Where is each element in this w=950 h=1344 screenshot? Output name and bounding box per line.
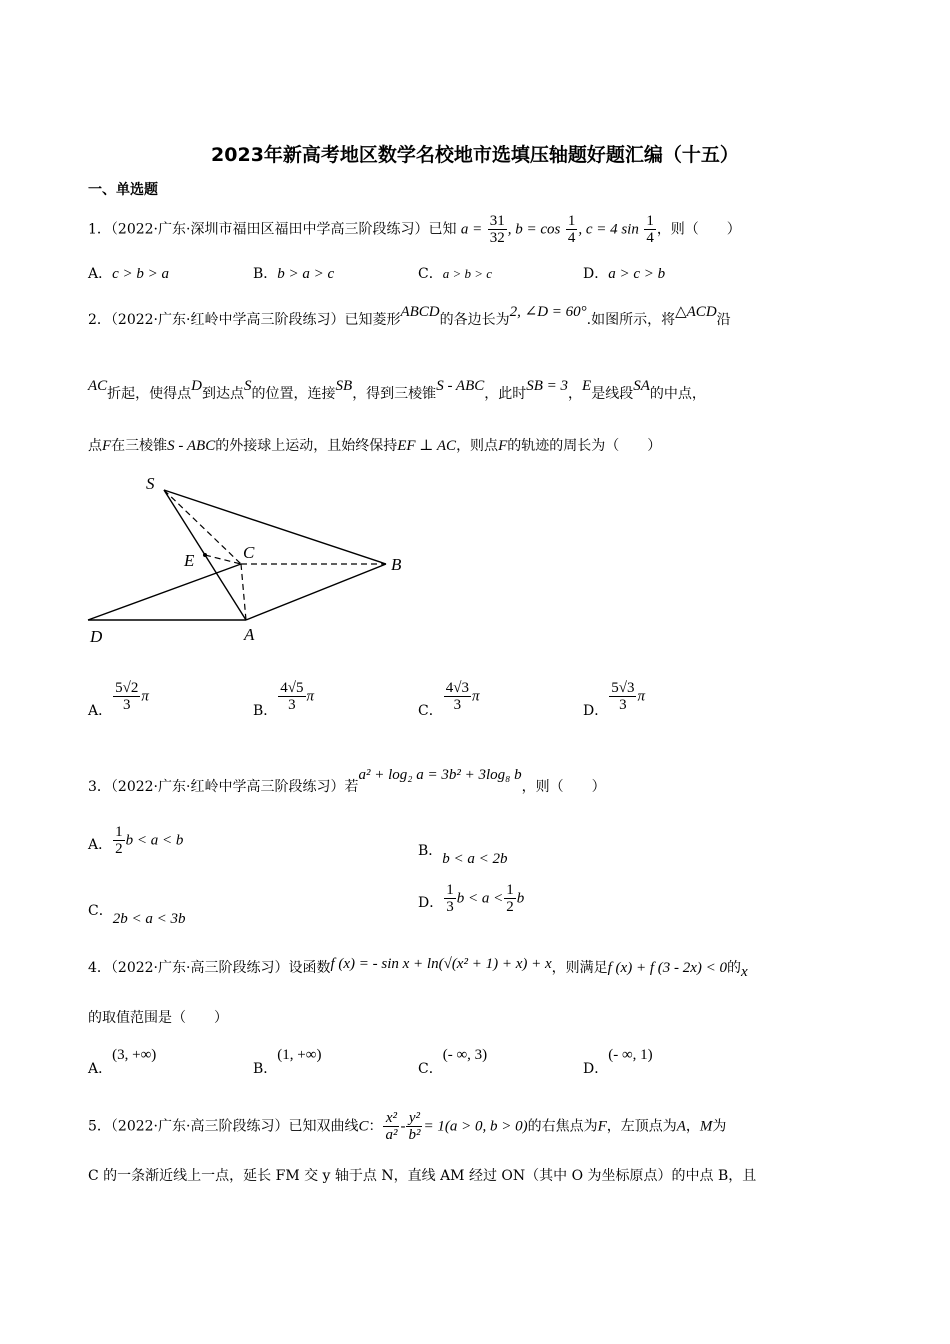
- q1-a-lhs: a =: [460, 221, 483, 238]
- question-5-line-1: 5．（2022·广东·高三阶段练习）已知双曲线C： $\frac{\text{x²}}{\text{a²}}$ - $\frac{\text{y²}}{\text{b²}}$ = 1(a > 0, b > 0)的右焦点为F，左顶点为A，M为: [88, 1110, 727, 1143]
- q4-option-a: A．(3, +∞): [88, 1047, 157, 1077]
- label-d: D: [90, 627, 103, 646]
- q4-option-d: D．(- ∞, 1): [583, 1047, 653, 1077]
- label-c: C: [243, 543, 255, 562]
- question-5-line-2: C 的一条渐近线上一点，延长 FM 交 y 轴于点 N，直线 AM 经过 ON（其中 O 为坐标原点）的中点 B，且: [88, 1168, 757, 1184]
- edge-sc: [164, 490, 241, 564]
- label-a: A: [244, 625, 255, 644]
- q1-c-fraction: $\frac{1}{4}$: [646, 213, 654, 246]
- edge-sb: [164, 490, 386, 564]
- edge-ab: [246, 564, 386, 620]
- q3-option-a: A． $\frac{1}{2}$ b < a < b: [88, 824, 184, 857]
- question-2-line-3: 点F在三棱锥S - ABC的外接球上运动，且始终保持EF ⊥ AC，则点F的轨迹的周长为（ ）: [88, 438, 662, 454]
- q2-option-a: A． $\frac{5√2}{3}$ π: [88, 680, 149, 719]
- q1-option-a: A．c > b > a: [88, 266, 170, 282]
- q4-option-b: B．(1, +∞): [253, 1047, 322, 1077]
- label-s: S: [146, 474, 155, 493]
- q1-option-b: B．b > a > c: [253, 266, 335, 282]
- label-e: E: [184, 551, 195, 570]
- q1-option-c: C．a > b > c: [418, 266, 493, 282]
- q4-option-c: C．(- ∞, 3): [418, 1047, 488, 1077]
- q3-option-b: B．b < a < 2b: [418, 843, 508, 867]
- q3-option-c: C．2b < a < 3b: [88, 903, 186, 927]
- question-2-line-1: 2．（2022·广东·红岭中学高三阶段练习）已知菱形ABCD的各边长为2, ∠D = 60°.如图所示，将△ACD沿: [88, 304, 731, 328]
- q1-source: （2022·广东·深圳市福田区福田中学高三阶段练习）已知: [110, 221, 457, 238]
- q1-b-lhs: , b = cos: [507, 221, 561, 238]
- q1-b-fraction: $\frac{1}{4}$: [567, 213, 576, 246]
- q2-option-c: C． $\frac{4√3}{3}$ π: [418, 680, 480, 719]
- question-3: 3．（2022·广东·红岭中学高三阶段练习）若a² + log₂ a = 3b² + 3log₈ b，则（ ）: [88, 767, 606, 795]
- edge-ca: [241, 564, 246, 620]
- q2-option-d: D． $\frac{5√3}{3}$ π: [583, 680, 645, 719]
- page-title: 2023年新高考地区数学名校地市选填压轴题好题汇编（十五）: [211, 144, 739, 166]
- section-heading: 一、单选题: [88, 182, 158, 198]
- question-2-line-2: AC折起，使得点D到达点S的位置，连接SB，得到三棱锥S - ABC，此时SB = 3，E是线段SA的中点，: [88, 378, 706, 402]
- edge-dc: [88, 564, 241, 620]
- tetrahedron-figure: [86, 470, 416, 650]
- q1-number: 1．: [88, 221, 111, 238]
- q3-option-d: D． $\frac{1}{3}$ b < a < $\frac{1}{2}$ b: [418, 882, 525, 915]
- q1-tail: ，则（ ）: [656, 221, 741, 238]
- label-b: B: [391, 555, 402, 574]
- q1-a-fraction: $\frac{31}{32}$: [489, 213, 505, 246]
- q1-option-d: D．a > c > b: [583, 266, 666, 282]
- q2-option-b: B． $\frac{4√5}{3}$ π: [253, 680, 315, 719]
- question-4-line-2: 的取值范围是（ ）: [88, 1010, 228, 1026]
- question-4-line-1: 4．（2022·广东·高三阶段练习）设函数f (x) = - sin x + ln(√(x² + 1) + x) + x，则满足f (x) + f (3 - 2x) < 0的x: [88, 956, 748, 980]
- q1-c-lhs: , c = 4 sin: [578, 221, 639, 238]
- question-1: [88, 213, 741, 246]
- point-e: [203, 553, 207, 557]
